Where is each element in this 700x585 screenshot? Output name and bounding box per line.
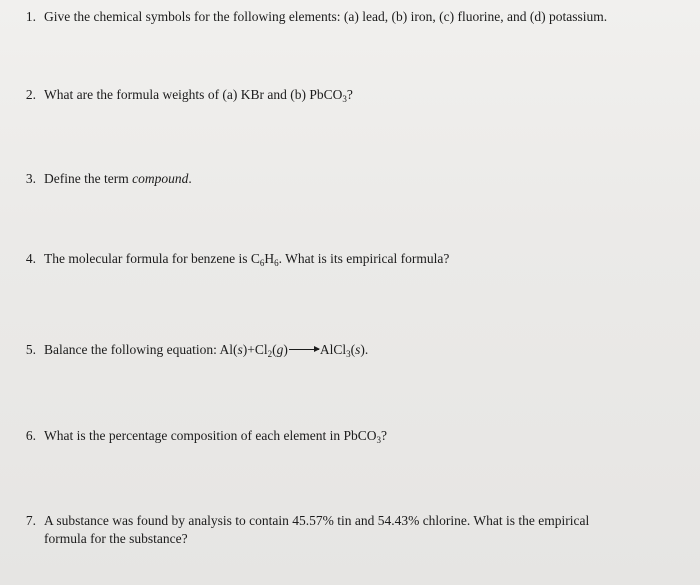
question-text: The molecular formula for benzene is $C_6H_6$. What is its empirical formula? [44,251,450,268]
question-text: A substance was found by analysis to contain 45.57% tin and 54.43% chlorine. What is the empirical formula for the substance? [44,513,590,546]
question-number: 2. [25,87,36,102]
question-number: 1. [25,9,36,24]
question-number: 5. [25,342,36,357]
question-number: 6. [25,428,36,443]
reaction-arrow-icon [289,349,319,350]
question-text: What are the formula weights of (a) KBr and (b) PbCO$_3$? [44,87,353,104]
bleed-through [260,32,263,48]
question-number: 3. [25,171,36,186]
question-number: 4. [25,251,36,266]
question-text: Give the chemical symbols for the following elements: (a) lead, (b) iron, (c) fluorine, and (d) potassium. [44,9,608,24]
question-number: 7. [25,513,36,528]
question-text: Balance the following equation: $Al(s)+Cl_2(g)$ AlCl$_3$(s). [44,342,369,359]
question-text: Define the term compound. [44,171,192,186]
question-text: What is the percentage composition of each element in PbCO$_3$? [44,428,388,445]
